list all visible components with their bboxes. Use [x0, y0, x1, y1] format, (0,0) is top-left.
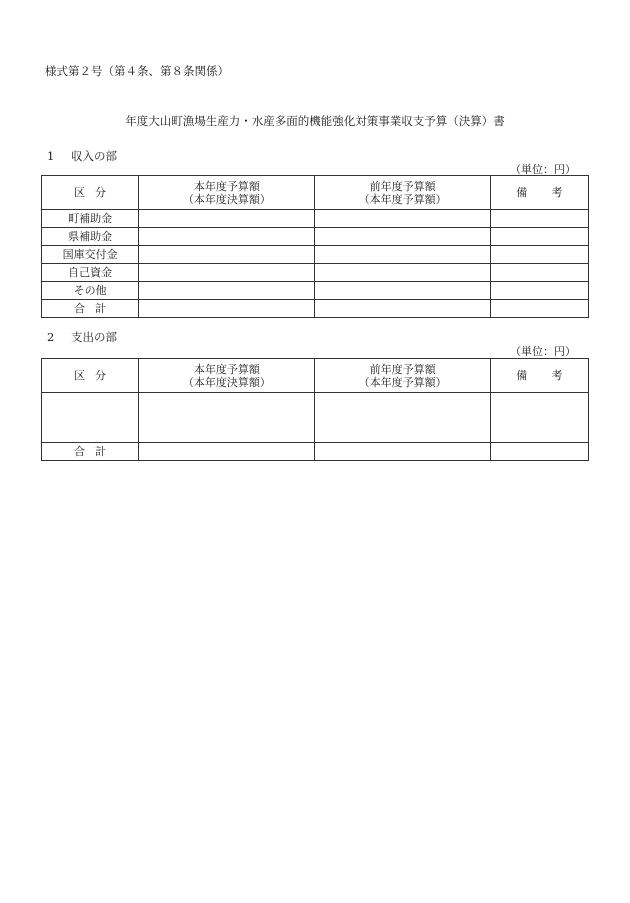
expense-cell	[42, 393, 139, 443]
income-cell	[139, 228, 315, 246]
income-cell	[490, 264, 588, 282]
income-table	[41, 175, 589, 318]
expense-header-current	[139, 359, 315, 393]
income-row-label: その他	[42, 282, 139, 300]
income-row-label: 県補助金	[42, 228, 139, 246]
income-total-label: 合計	[42, 300, 139, 318]
income-header-remarks: 備考	[490, 176, 588, 210]
expense-header-previous-line1: 前年度予算額	[369, 362, 436, 376]
expense-header-previous-line2: （本年度予算額）	[358, 375, 447, 389]
table-row	[42, 282, 589, 300]
income-cell	[315, 210, 490, 228]
expense-cell	[490, 393, 588, 443]
expense-total-row	[42, 443, 589, 461]
income-cell	[315, 264, 490, 282]
income-cell	[490, 228, 588, 246]
income-cell	[490, 282, 588, 300]
income-header-previous-line2: （本年度予算額）	[358, 192, 447, 206]
income-total-row	[42, 300, 589, 318]
expense-cell	[315, 393, 490, 443]
expense-section-number: 2	[47, 330, 55, 344]
income-cell	[315, 228, 490, 246]
expense-header-current-line2: （本年度決算額）	[182, 375, 271, 389]
income-row-label: 国庫交付金	[42, 246, 139, 264]
income-cell	[490, 300, 588, 318]
income-header-row	[42, 176, 589, 210]
income-section-number: 1	[47, 149, 55, 163]
income-header-current-line2: （本年度決算額）	[182, 192, 271, 206]
form-number: 様式第２号（第４条、第８条関係）	[45, 64, 229, 78]
expense-cell	[139, 393, 315, 443]
income-cell	[139, 282, 315, 300]
expense-section-heading	[47, 329, 117, 345]
expense-cell	[315, 443, 490, 461]
income-cell	[139, 264, 315, 282]
income-cell	[139, 246, 315, 264]
expense-header-category: 区分	[42, 359, 139, 393]
table-row	[42, 393, 589, 443]
expense-cell	[139, 443, 315, 461]
expense-section-label: 支出の部	[71, 330, 117, 344]
expense-table	[41, 358, 589, 461]
document-title: 年度大山町漁場生産力・水産多面的機能強化対策事業収支予算（決算）書	[125, 114, 505, 128]
income-cell	[490, 210, 588, 228]
income-row-label: 自己資金	[42, 264, 139, 282]
income-cell	[315, 246, 490, 264]
expense-total-label: 合計	[42, 443, 139, 461]
table-row	[42, 228, 589, 246]
income-header-category: 区分	[42, 176, 139, 210]
income-cell	[139, 300, 315, 318]
income-header-current-line1: 本年度予算額	[193, 179, 260, 193]
income-section-heading	[47, 148, 117, 164]
income-header-previous-line1: 前年度予算額	[369, 179, 436, 193]
income-section-label: 収入の部	[71, 149, 117, 163]
expense-unit-label: （単位：円）	[510, 345, 576, 358]
expense-header-row	[42, 359, 589, 393]
income-cell	[490, 246, 588, 264]
income-header-current	[139, 176, 315, 210]
table-row	[42, 210, 589, 228]
income-cell	[139, 210, 315, 228]
expense-header-current-line1: 本年度予算額	[193, 362, 260, 376]
income-cell	[315, 300, 490, 318]
income-cell	[315, 282, 490, 300]
expense-cell	[490, 443, 588, 461]
income-row-label: 町補助金	[42, 210, 139, 228]
table-row	[42, 264, 589, 282]
income-unit-label: （単位：円）	[510, 163, 576, 176]
income-header-previous	[315, 176, 490, 210]
table-row	[42, 246, 589, 264]
expense-header-previous	[315, 359, 490, 393]
expense-header-remarks: 備考	[490, 359, 588, 393]
